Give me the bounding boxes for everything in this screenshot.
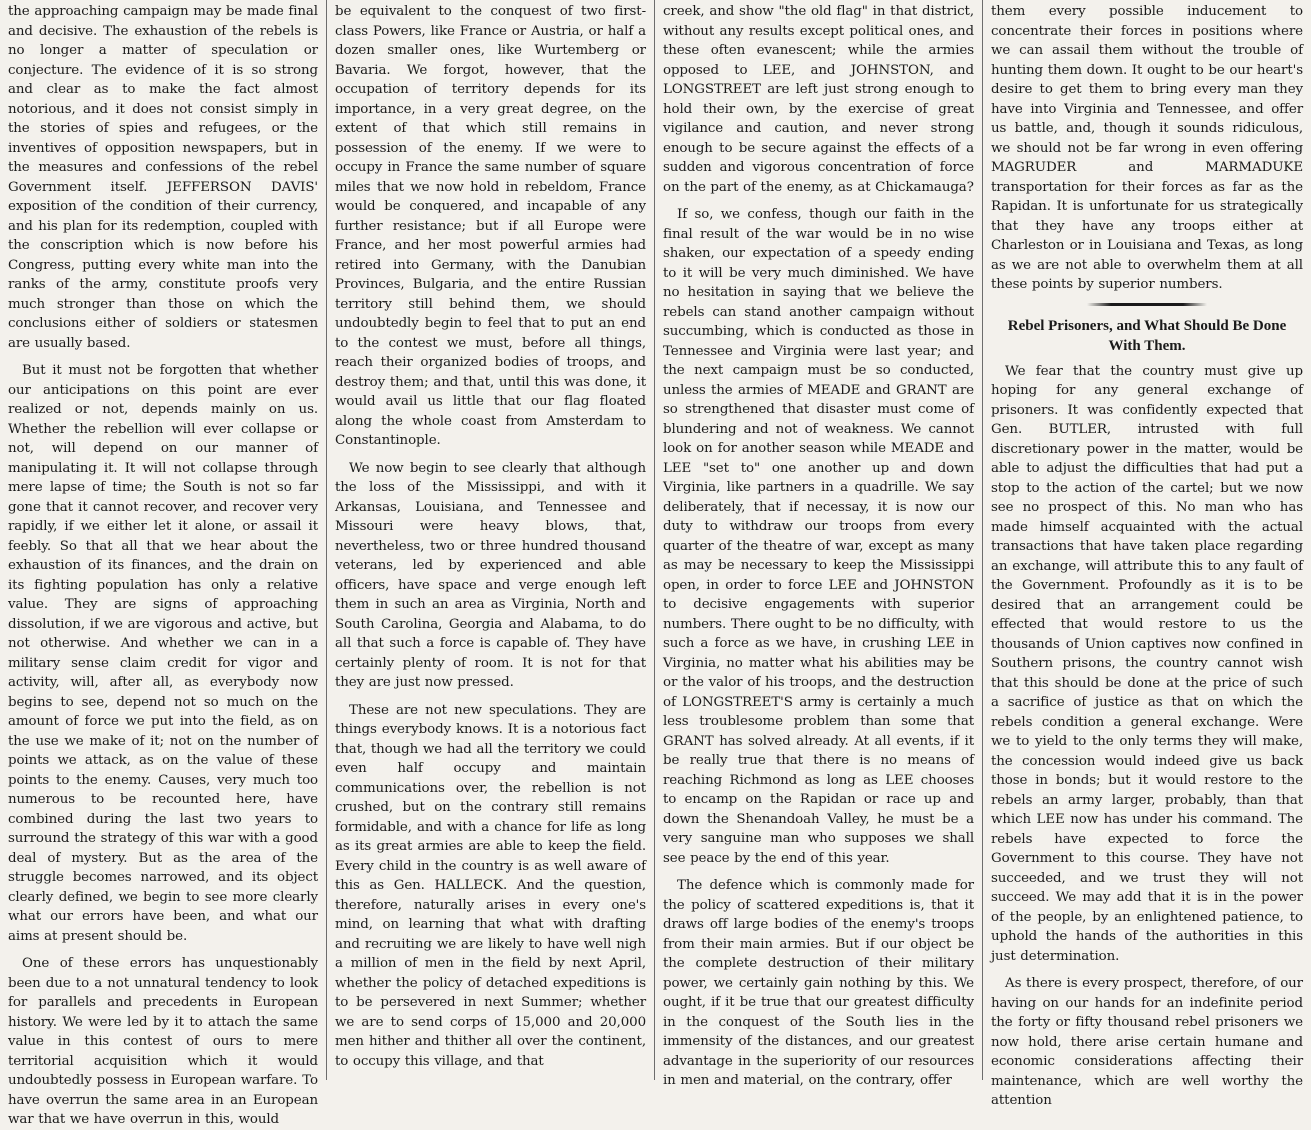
paragraph: be equivalent to the conquest of two first-class Powers, like France or Austria, or half a dozen smaller ones, like Wurtemberg or Bavaria. We forgot, however, that the occupation of territory depends for its importance, in a very great degree, on the extent of that which still remains in possession of the enemy. If we were to occupy in France the same number of square miles that we now hold in rebeldom, France would be conquered, and incapable of any further resistance; but if all Europe were France, and her most powerful armies had retired into Germany, with the Danubian Provinces, Bulgaria, and the entire Russian territory still behind them, we should undoubtedly begin to feel that to put an end to the contest we must, before all things, reach their organized bodies of troops, and destroy them; and that, until this was done, it would avail us little that our flag floated along the whole coast from Amsterdam to Constantinople. — [335, 4, 646, 448]
paragraph: If so, we confess, though our faith in the final result of the war would be in no wise shaken, our expectation of a speedy ending to it will be very much diminished. We have no hesitation in saying that we believe the rebels can stand another campaign without succumbing, which is conducted as those in Tennessee and Virginia were last year; and the next campaign must be so conducted, unless the armies of MEADE and GRANT are so strengthened that disaster must come of blundering and not of weakness. We cannot look on for another season while MEADE and LEE "set to" one another up and down Virginia, like partners in a quadrille. We say deliberately, that if necessay, it is now our duty to withdraw our troops from every quarter of the theatre of war, except as many as may be necessary to keep the Mississippi open, in order to force LEE and JOHNSTON to decisive engagements with superior numbers. There ought to be no difficulty, with such a force as we have, in crushing LEE in Virginia, no matter what his abilities may be or the valor of his troops, and the destruction of LONGSTREET'S army is certainly a much less troublesome problem than some that GRANT has solved already. At all events, if it be really true that there is no means of reaching Richmond as long as LEE chooses to encamp on the Rapidan or race up and down the Shenandoah Valley, he must be a very sanguine man who supposes we shall see peace by the end of this year. — [663, 207, 974, 866]
column-4 — [983, 0, 1311, 1108]
article-headline: Rebel Prisoners, and What Should Be Done With Them. — [1007, 317, 1287, 354]
paragraph: creek, and show "the old flag" in that district, without any results except political ones, and these often evanescent; while the armies opposed to LEE, and JOHNSTON, and LONGSTREET are left just strong enough to hold their own, by the exercise of great vigilance and caution, and never strong enough to be secure against the effects of a sudden and vigorous concentration of force on the part of the enemy, as at Chickamauga? — [663, 4, 974, 195]
paragraph: We now begin to see clearly that although the loss of the Mississippi, and with it Arkansas, Louisiana, and Tennessee and Missouri were heavy blows, that, nevertheless, two or three hundred thousand veterans, led by experienced and able officers, have space and verge enough left them in such an area as Virginia, North and South Carolina, Georgia and Alabama, to do all that such a force is capable of. They have certainly plenty of room. It is not for that they are just now pressed. — [335, 460, 646, 690]
paragraph: The defence which is commonly made for the policy of scattered expeditions is, that it draws off large bodies of the enemy's troops from their main armies. But if our object be the complete destruction of their military power, we certainly gain nothing by this. We ought, if it be true that our greatest difficulty in the conquest of the South lies in the immensity of the distances, and our greatest advantage in the superiority of our resources in men and material, on the contrary, offer — [663, 878, 974, 1088]
paragraph: the approaching campaign may be made final and decisive. The exhaustion of the rebels is no longer a matter of speculation or conjecture. The evidence of it is so strong and clear as to make the fact almost notorious, and it does not consist simply in the stories of spies and refugees, or the inventives of opposition newspapers, but in the measures and confessions of the rebel Government itself. JEFFERSON DAVIS' exposition of the condition of their currency, and his plan for its redemption, coupled with the conscription which is now before his Congress, putting every white man into the ranks of the army, constitute proofs very much stronger than those on which the conclusions either of soldiers or statesmen are usually based. — [8, 4, 318, 351]
section-divider — [1087, 303, 1207, 306]
column-3 — [655, 0, 983, 1088]
column-1 — [0, 0, 327, 1127]
paragraph: We fear that the country must give up hoping for any general exchange of prisoners. It was confidently expected that Gen. BUTLER, intrusted with full discretionary power in the matter, would be able to adjust the difficulties that had put a stop to the action of the cartel; but we now see no prospect of this. No man who has made himself acquainted with the actual transactions that have taken place regarding an exchange, will attribute this to any fault of the Government. Profoundly as it is to be desired that an arrangement could be effected that would restore to us the thousands of Union captives now confined in Southern prisons, the country cannot wish that this should be done at the price of such a sacrifice of justice as that on which the rebels condition a general exchange. Were we to yield to the only terms they will make, the concession would indeed give us back those in bonds; but it would restore to the rebels an army larger, probably, than that which LEE now has under his command. The rebels have expected to force the Government to this course. They have not succeeded, and we trust they will not succeed. We may add that it is in the power of the people, by an enlightened patience, to uphold the hands of the authorities in this just determination. — [991, 363, 1303, 964]
paragraph: them every possible inducement to concentrate their forces in positions where we can assail them without the trouble of hunting them down. It ought to be our heart's desire to get them to bring every man they have into Virginia and Tennessee, and offer us battle, and, though it sounds ridiculous, we should not be far wrong in even offering MAGRUDER and MARMADUKE transportation for their forces as far as the Rapidan. It is unfortunate for us strategically that they have any troops either at Charleston or in Louisiana and Texas, as long as we are not able to overwhelm them at all these points by superior numbers. — [991, 4, 1303, 292]
paragraph: As there is every prospect, therefore, of our having on our hands for an indefinite period the forty or fifty thousand rebel prisoners we now hold, there arise certain humane and economic considerations affecting their maintenance, which are well worthy the attention — [991, 976, 1303, 1108]
column-2 — [327, 0, 655, 1080]
paragraph: But it must not be forgotten that whether our anticipations on this point are ever realized or not, depends mainly on us. Whether the rebellion will ever collapse or not, will depend on our manner of manipulating it. It will not collapse through mere lapse of time; the South is not so far gone that it cannot recover, and recover very rapidly, if we either let it alone, or assail it feebly. So that all that we hear about the exhaustion of its finances, and the drain on its fighting population has only a relative value. They are signs of approaching dissolution, if we are vigorous and active, but not otherwise. And whether we can in a military sense claim credit for vigor and activity, will, after all, as everybody now begins to see, depend not so much on the amount of force we put into the field, as on the use we make of it; not on the number of points we attack, as on the value of these points to the enemy. Causes, very much too numerous to be recounted here, have combined during the last two years to surround the strategy of this war with a good deal of mystery. But as the area of the struggle becomes narrowed, and its object clearly defined, we begin to see more clearly what our errors have been, and what our aims at present should be. — [8, 363, 318, 944]
paragraph: These are not new speculations. They are things everybody knows. It is a notorious fact that, though we had all the territory we could even half occupy and maintain communications over, the rebellion is not crushed, but on the contrary still remains formidable, and with a chance for life as long as its great armies are able to keep the field. Every child in the country is as well aware of this as Gen. HALLECK. And the question, therefore, naturally arises in every one's mind, on learning that what with drafting and recruiting we are likely to have well nigh a million of men in the field by next April, whether the policy of detached expeditions is to be persevered in next Summer; whether we are to send corps of 15,000 and 20,000 men hither and thither all over the continent, to occupy this village, and that — [335, 702, 646, 1069]
paragraph: One of these errors has unquestionably been due to a not unnatural tendency to look for parallels and precedents in European history. We were led by it to attach the same value in this contest of ours to mere territorial acquisition which it would undoubtedly possess in European warfare. To have overrun the same area in an European war that we have overrun in this, would — [8, 956, 318, 1127]
